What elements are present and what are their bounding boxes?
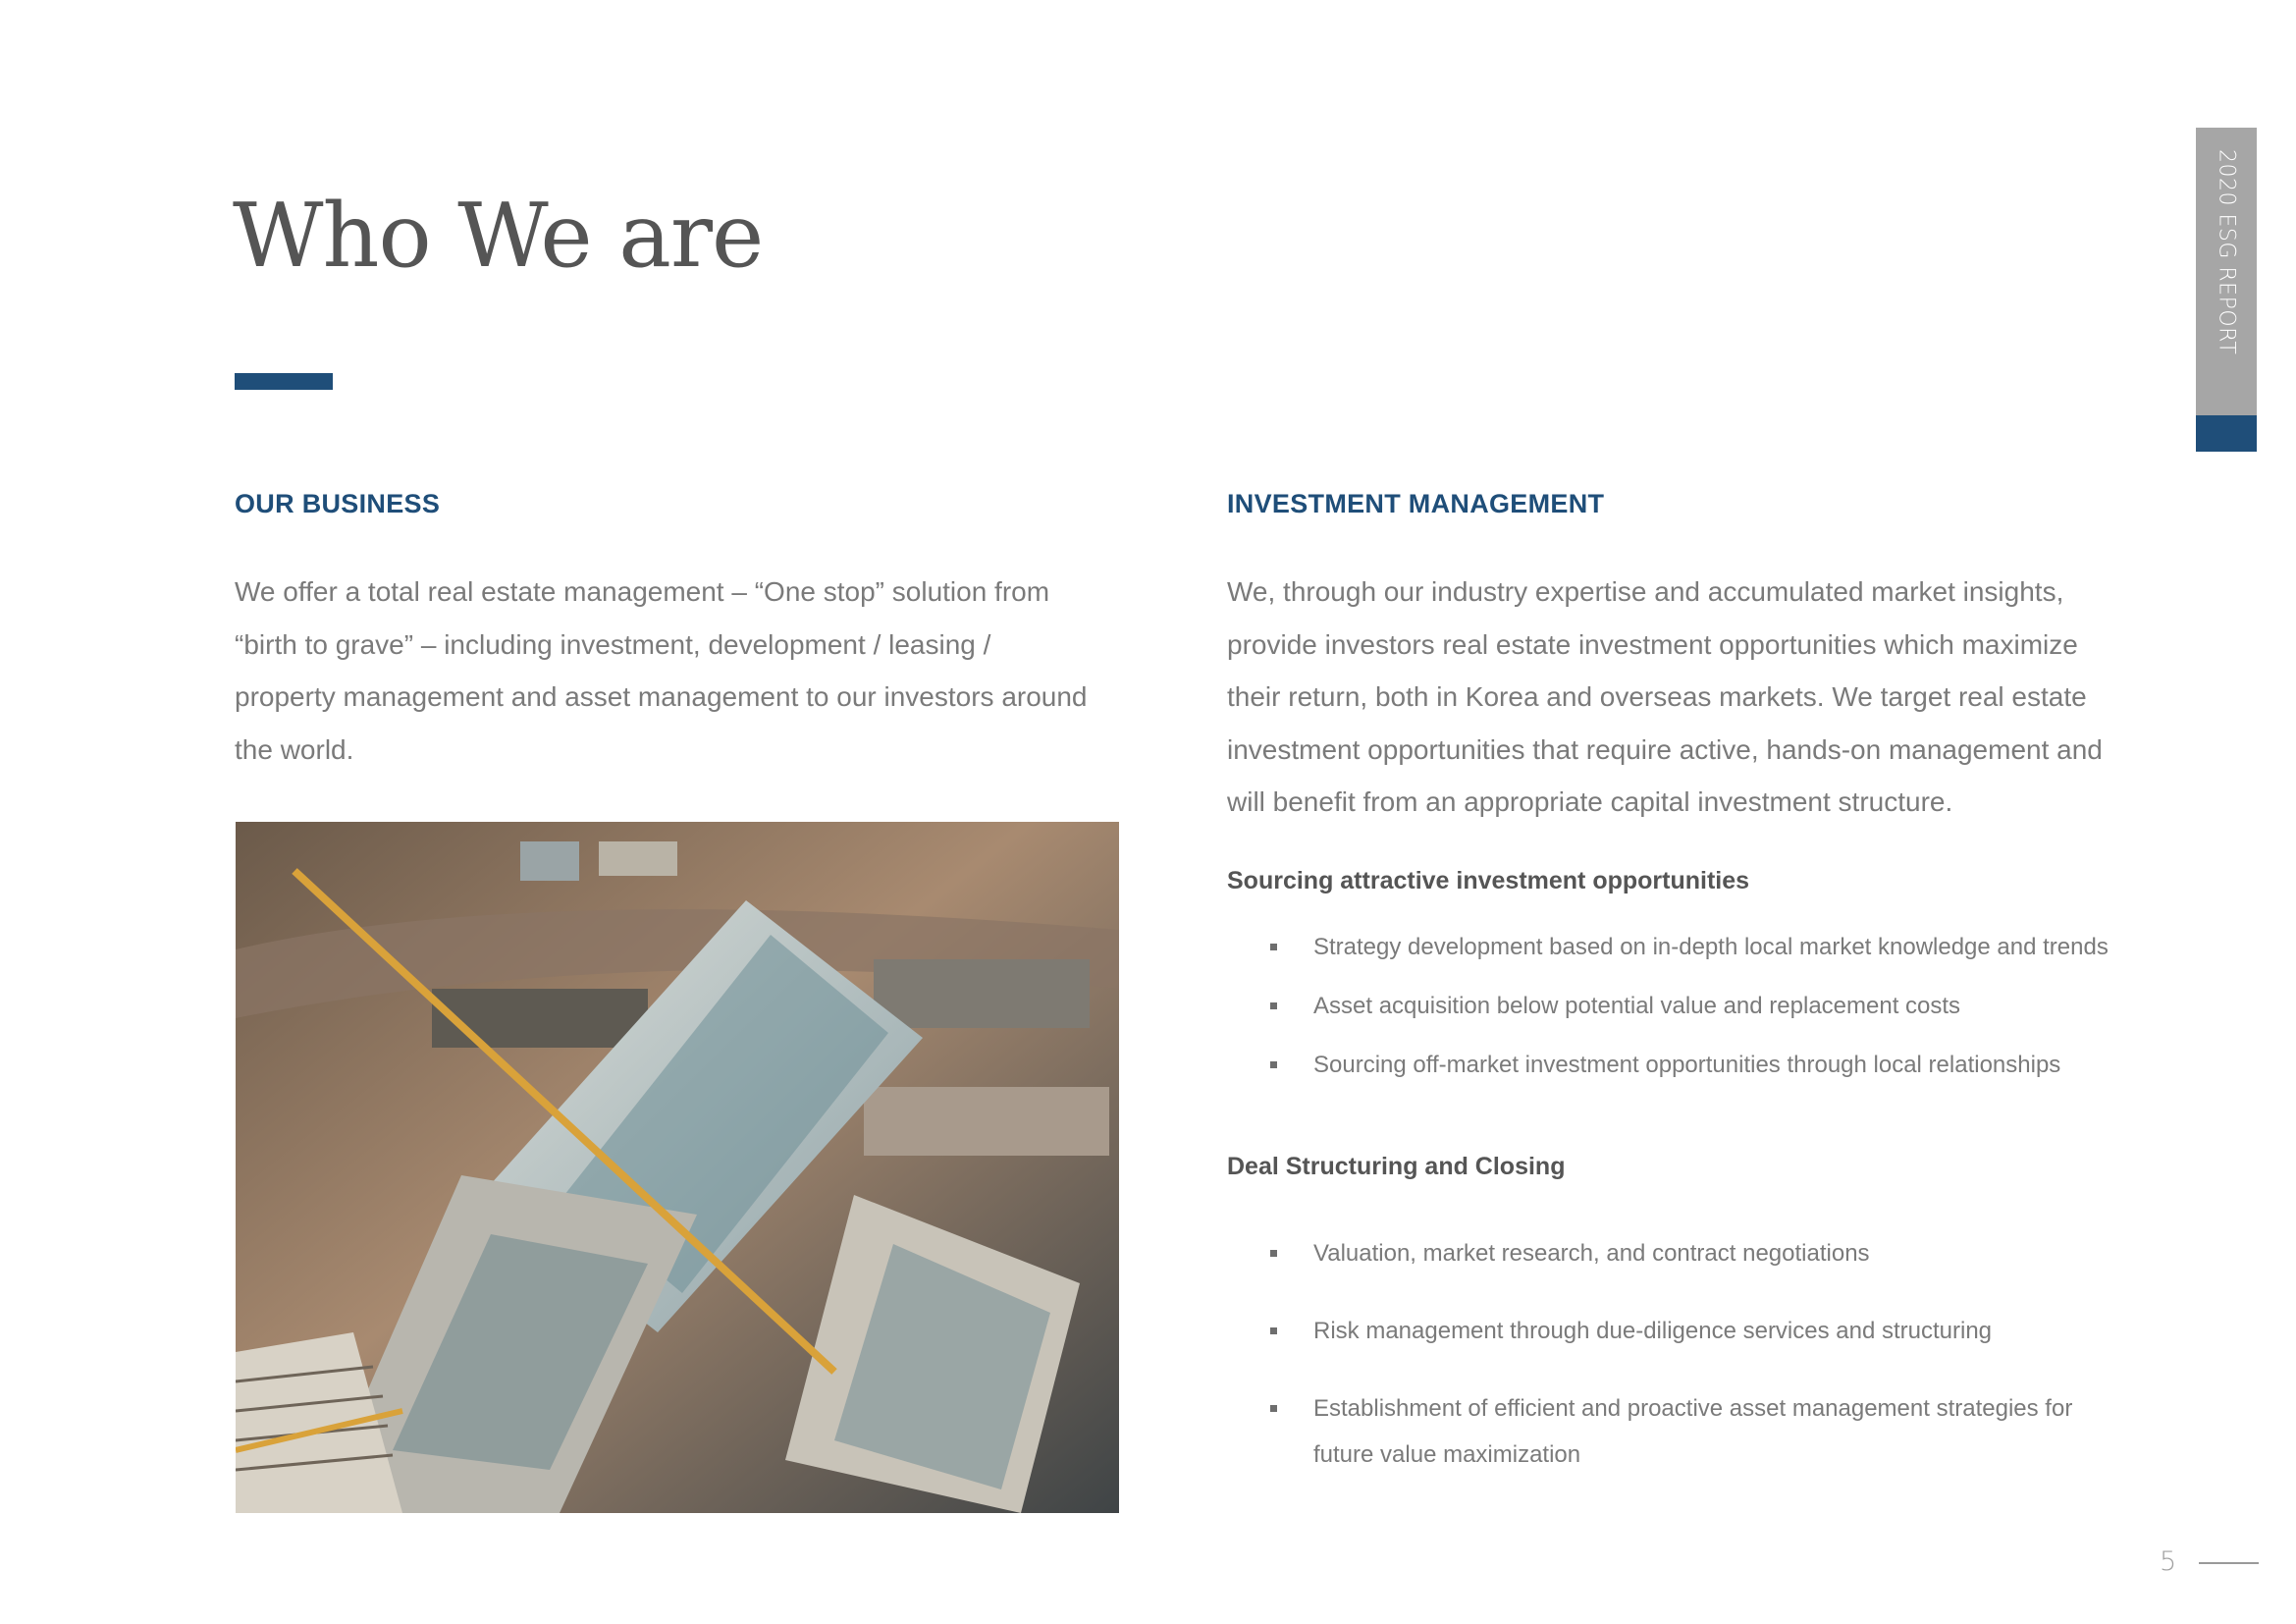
page-number-rule [2199, 1562, 2259, 1564]
list-item [1227, 1308, 2110, 1354]
title-accent-bar [235, 373, 333, 390]
photo-icon [236, 822, 1119, 1513]
list-item [1227, 992, 2110, 1020]
square-bullet-icon [1270, 1002, 1277, 1009]
sourcing-subheading: Sourcing attractive investment opportunities [1227, 867, 1750, 894]
square-bullet-icon [1270, 1405, 1277, 1412]
page-number: 5 [2160, 1546, 2177, 1577]
deal-structuring-bullet-list [1227, 1230, 2110, 1509]
list-item [1227, 933, 2110, 961]
bullet-text: Valuation, market research, and contract negotiations [1313, 1240, 1870, 1267]
bullet-text: Establishment of efficient and proactive asset management strategies for future value maximization [1313, 1395, 2073, 1468]
list-item [1227, 1230, 2110, 1276]
deal-structuring-subheading: Deal Structuring and Closing [1227, 1153, 1566, 1180]
our-business-heading: OUR BUSINESS [235, 489, 441, 518]
square-bullet-icon [1270, 1061, 1277, 1068]
square-bullet-icon [1270, 1250, 1277, 1257]
side-tab-label: 2020 ESG REPORT [2214, 149, 2239, 355]
page-title: Who We are [233, 185, 764, 288]
investment-management-heading: INVESTMENT MANAGEMENT [1227, 489, 1605, 518]
sourcing-bullet-list [1227, 933, 2110, 1110]
investment-management-body: We, through our industry expertise and accumulated market insights, provide investors real estate investment opportunities which maximize their return, both in Korea and overseas markets. We target real estate investment opportunities that require active, hands-on management and will benefit from an appropriate capital investment structure. [1227, 576, 2103, 817]
bullet-text: Sourcing off-market investment opportunities through local relationships [1313, 1052, 2061, 1078]
side-tab-blue-block [2196, 415, 2257, 452]
list-item [1227, 1385, 2110, 1478]
square-bullet-icon [1270, 1327, 1277, 1334]
list-item [1227, 1051, 2110, 1079]
bullet-text: Strategy development based on in-depth local market knowledge and trends [1313, 934, 2109, 960]
bullet-text: Risk management through due-diligence services and structuring [1313, 1318, 1993, 1344]
aerial-construction-photo [236, 822, 1119, 1513]
our-business-body: We offer a total real estate management – “One stop” solution from “birth to grave” – including investment, development / leasing / property management and asset management to our investors around the world. [235, 576, 1088, 765]
square-bullet-icon [1270, 944, 1277, 950]
bullet-text: Asset acquisition below potential value and replacement costs [1313, 993, 1961, 1019]
report-side-tab [2196, 128, 2257, 452]
